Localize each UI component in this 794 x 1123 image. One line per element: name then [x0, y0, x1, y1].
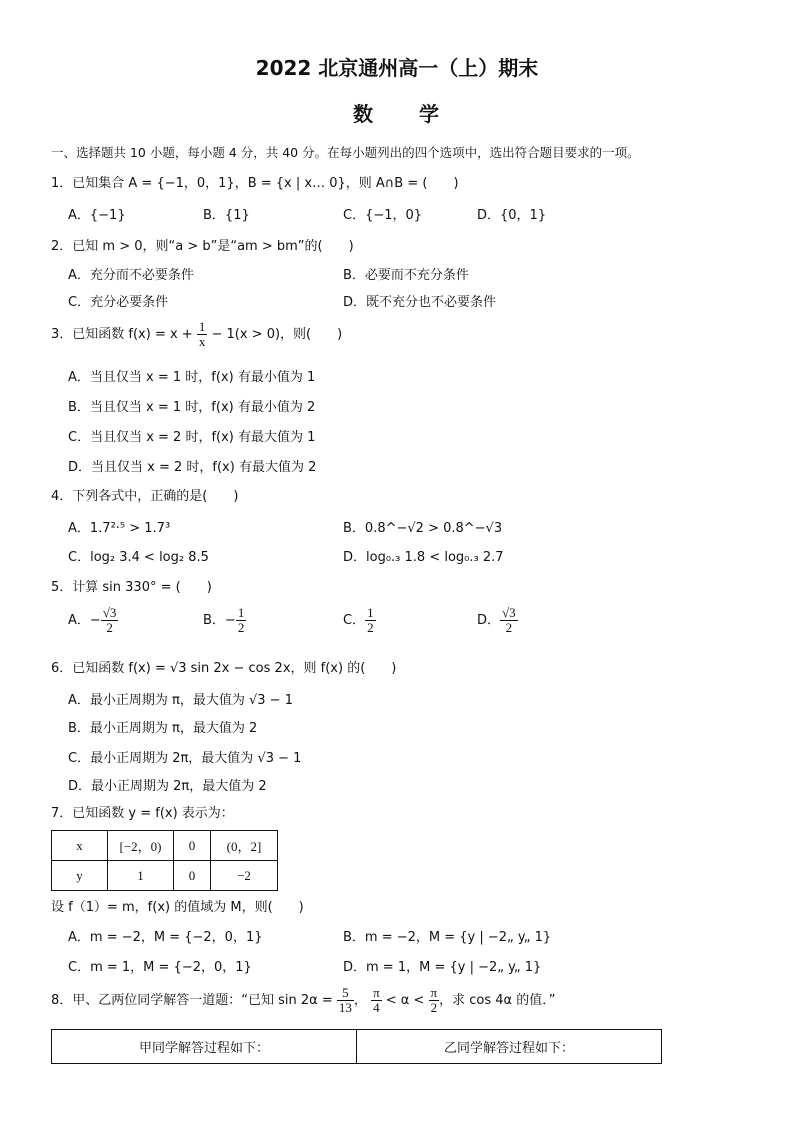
- q5-a-fraction: [101, 606, 119, 635]
- table-cell: [−2，0): [108, 831, 174, 861]
- q5-stem: 5．计算 sin 330° = ( ): [51, 580, 212, 595]
- q3-stem-post: − 1(x > 0)，则( ): [211, 327, 343, 342]
- q3-option-b: B．当且仅当 x = 1 时，f(x) 有最小值为 2: [68, 400, 316, 415]
- q7-condition: 设 f（1）= m，f(x) 的值域为 M，则( ): [51, 900, 304, 915]
- table-cell: 0: [174, 861, 211, 891]
- q8-f1-den: 13: [338, 1000, 352, 1015]
- q4-option-c: C．log₂ 3.4 < log₂ 8.5: [68, 550, 209, 565]
- q6-option-c: C．最小正周期为 2π，最大值为 √3 − 1: [68, 751, 302, 766]
- q5-a-label: A．−: [68, 613, 101, 628]
- q1-option-d: D．{0，1}: [477, 208, 547, 223]
- q8-fraction-2: [371, 986, 382, 1015]
- q1-option-b: B．{1}: [203, 208, 250, 223]
- q7-option-b: B．m = −2，M = {y | −2„ y„ 1}: [343, 930, 552, 945]
- q8-fraction-1: [337, 986, 354, 1015]
- q5-b-label: B．−: [203, 613, 236, 628]
- q8-stem-post: ，求 cos 4α 的值．”: [439, 993, 556, 1008]
- q2-option-b: B．必要而不充分条件: [343, 268, 469, 283]
- q8-stem-pre: 8．甲、乙两位同学解答一道题：“已知 sin 2α =: [51, 993, 333, 1008]
- q5-d-label: D．: [477, 613, 501, 628]
- q4-stem: 4．下列各式中，正确的是( ): [51, 489, 239, 504]
- q8-solution-table: [51, 1029, 662, 1064]
- q3-option-c: C．当且仅当 x = 2 时，f(x) 有最大值为 1: [68, 430, 316, 445]
- q5-b-den: 2: [237, 620, 245, 635]
- q1-stem: 1．已知集合 A = {−1，0，1}，B = {x | x… 0}，则 A∩B = ( ): [51, 176, 459, 191]
- table-cell: 1: [108, 861, 174, 891]
- q8-separator: ，: [353, 993, 367, 1008]
- q2-option-c: C．充分必要条件: [68, 295, 169, 310]
- q8-fraction-3: [429, 986, 440, 1015]
- q1-option-c: C．{−1，0}: [343, 208, 423, 223]
- q5-a-num: √3: [102, 605, 117, 620]
- q7-function-table: [51, 830, 278, 891]
- q3-fraction: [197, 320, 208, 349]
- q4-option-a: A．1.7²·⁵ > 1.7³: [68, 521, 171, 536]
- q2-stem: 2．已知 m > 0，则“a > b”是“am > bm”的( ): [51, 239, 354, 254]
- q7-option-d: D．m = 1，M = {y | −2„ y„ 1}: [343, 960, 542, 975]
- q7-option-a: A．m = −2，M = {−2，0，1}: [68, 930, 263, 945]
- q8-f2-den: 4: [373, 1000, 380, 1015]
- subject-title: 数 学: [353, 102, 441, 126]
- q7-stem: 7．已知函数 y = f(x) 表示为：: [51, 806, 234, 821]
- table-cell: 0: [174, 831, 211, 861]
- q8-f3-num: π: [430, 985, 438, 1000]
- q5-a-den: 2: [106, 620, 113, 635]
- q8-mid: < α <: [385, 993, 425, 1008]
- q8-f1-num: 5: [337, 986, 354, 1001]
- q5-d-fraction: [500, 606, 518, 635]
- table-cell: 甲同学解答过程如下：: [52, 1030, 357, 1064]
- q1-option-a: A．{−1}: [68, 208, 126, 223]
- table-row: [52, 831, 278, 861]
- table-cell: 乙同学解答过程如下：: [357, 1030, 662, 1064]
- q4-option-b: B．0.8^−√2 > 0.8^−√3: [343, 521, 503, 536]
- q5-c-label: C．: [343, 613, 366, 628]
- q6-option-b: B．最小正周期为 π，最大值为 2: [68, 721, 258, 736]
- q3-stem-pre: 3．已知函数 f(x) = x +: [51, 327, 193, 342]
- q5-d-den: 2: [505, 620, 513, 635]
- q3-frac-num: 1: [198, 319, 206, 334]
- q2-option-a: A．充分而不必要条件: [68, 268, 194, 283]
- q5-c-num: 1: [367, 605, 374, 620]
- table-cell: x: [52, 831, 108, 861]
- table-cell: y: [52, 861, 108, 891]
- table-cell: (0，2]: [211, 831, 278, 861]
- q6-option-d: D．最小正周期为 2π，最大值为 2: [68, 779, 267, 794]
- table-row: [52, 1030, 662, 1064]
- q2-option-d: D．既不充分也不必要条件: [343, 295, 497, 310]
- q3-option-d: D．当且仅当 x = 2 时，f(x) 有最大值为 2: [68, 460, 317, 475]
- q8-stem: [51, 986, 555, 1015]
- q3-stem: [51, 320, 342, 349]
- q5-option-b: [203, 606, 246, 635]
- q7-option-c: C．m = 1，M = {−2，0，1}: [68, 960, 252, 975]
- q5-option-a: [68, 606, 118, 635]
- q5-b-num: 1: [237, 605, 245, 620]
- q5-option-d: [477, 606, 518, 635]
- table-cell: −2: [211, 861, 278, 891]
- q5-d-num: √3: [502, 605, 516, 620]
- q5-b-fraction: [236, 606, 247, 635]
- page-title: 2022 北京通州高一（上）期末: [255, 56, 539, 80]
- q8-f3-den: 2: [430, 1000, 438, 1015]
- table-row: [52, 861, 278, 891]
- q6-stem: 6．已知函数 f(x) = √3 sin 2x − cos 2x，则 f(x) 的( ): [51, 661, 397, 676]
- q6-option-a: A．最小正周期为 π，最大值为 √3 − 1: [68, 693, 293, 708]
- q4-option-d: D．log₀.₃ 1.8 < log₀.₃ 2.7: [343, 550, 504, 565]
- section-heading: 一、选择题共 10 小题，每小题 4 分，共 40 分。在每小题列出的四个选项中，选出符合题目要求的一项。: [51, 145, 640, 160]
- q8-f2-num: π: [373, 985, 380, 1000]
- q5-option-c: [343, 606, 376, 635]
- q5-c-den: 2: [367, 620, 374, 635]
- q3-option-a: A．当且仅当 x = 1 时，f(x) 有最小值为 1: [68, 370, 316, 385]
- q3-frac-den: x: [198, 334, 206, 349]
- q5-c-fraction: [365, 606, 376, 635]
